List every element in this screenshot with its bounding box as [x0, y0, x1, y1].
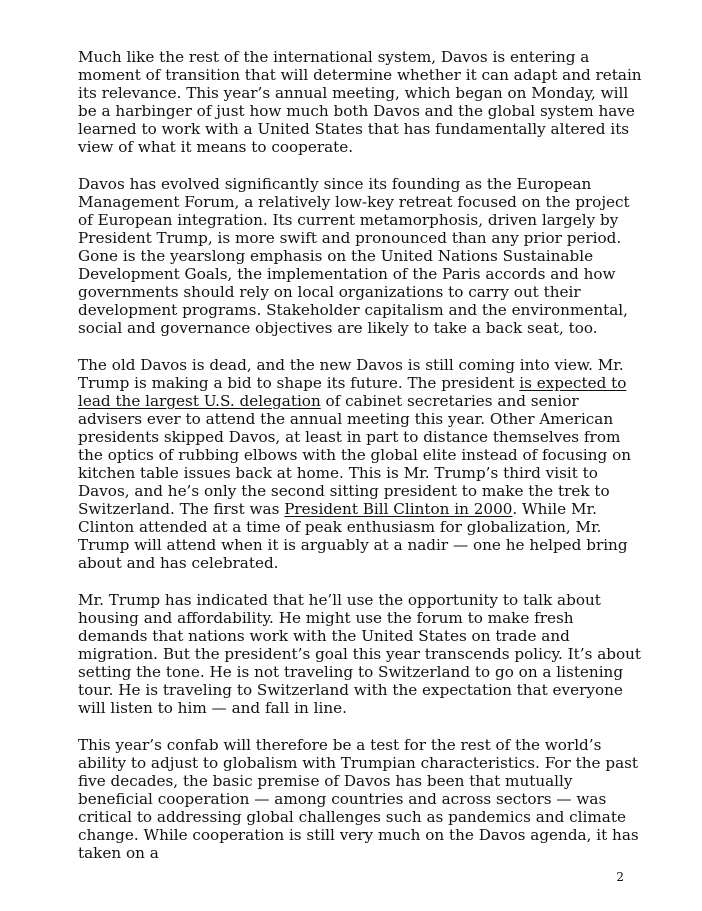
paragraph-1 — [78, 48, 642, 156]
paragraph-text: Davos has evolved significantly since its founding as the European Management Forum, a relatively low-key retreat focused on the project of European integration. Its current metamorphosis, driven largely by President Trump, is more swift and pronounced than any prior period. Gone is the yearslong emphasis on the United Nations Sustainable Development Goals, the implementation of the Paris accords and how governments should rely on local organizations to carry out their development programs. Stakeholder capitalism and the environmental, social and governance objectives are likely to take a back seat, too. — [78, 175, 630, 337]
link-bill-clinton-2000[interactable]: President Bill Clinton in 2000 — [284, 500, 513, 518]
paragraph-text: of cabinet secretaries and senior advisers ever to attend the annual meeting this year. Other American presidents skipped Davos, at least in part to distance themselves from the optics of rubbing elbows with the global elite instead of focusing on kitchen table issues back at home. This is Mr. Trump’s third visit to Davos, and he’s only the second sitting president to make the trek to Switzerland. The first was — [78, 392, 632, 518]
paragraph-text: Much like the rest of the international system, Davos is entering a moment of transition that will determine whether it can adapt and retain its relevance. This year’s annual meeting, which began on Monday, will be a harbinger of just how much both Davos and the global system have learned to work with a United States that has fundamentally altered its view of what it means to cooperate. — [78, 48, 642, 156]
paragraph-text: Mr. Trump has indicated that he’ll use the opportunity to talk about housing and affordability. He might use the forum to make fresh demands that nations work with the United States on trade and migration. But the president’s goal this year transcends policy. It’s about setting the tone. He is not traveling to Switzerland to go on a listening tour. He is traveling to Switzerland with the expectation that everyone will listen to him — and fall in line. — [78, 591, 642, 717]
paragraph-text: . While Mr. Clinton attended at a time of peak enthusiasm for globalization, Mr. Trump will attend when it is arguably at a nadir — one he helped bring about and has celebrated. — [78, 500, 628, 572]
page-number: 2 — [616, 870, 624, 884]
paragraph-4 — [78, 591, 642, 717]
paragraph-text: This year’s confab will therefore be a test for the rest of the world’s ability to adjust to globalism with Trumpian characteristics. For the past five decades, the basic premise of Davos has been that mutually beneficial cooperation — among countries and across sectors — was critical to addressing global challenges such as pandemics and climate change. While cooperation is still very much on the Davos agenda, it has taken on a — [78, 736, 639, 862]
paragraph-2 — [78, 175, 642, 337]
link-us-delegation[interactable]: is expected to lead the largest U.S. delegation — [78, 374, 627, 410]
paragraph-5 — [78, 736, 642, 862]
paragraph-3 — [78, 356, 642, 572]
paragraph-text: The old Davos is dead, and the new Davos is still coming into view. Mr. Trump is making a bid to shape its future. The president — [78, 356, 624, 392]
